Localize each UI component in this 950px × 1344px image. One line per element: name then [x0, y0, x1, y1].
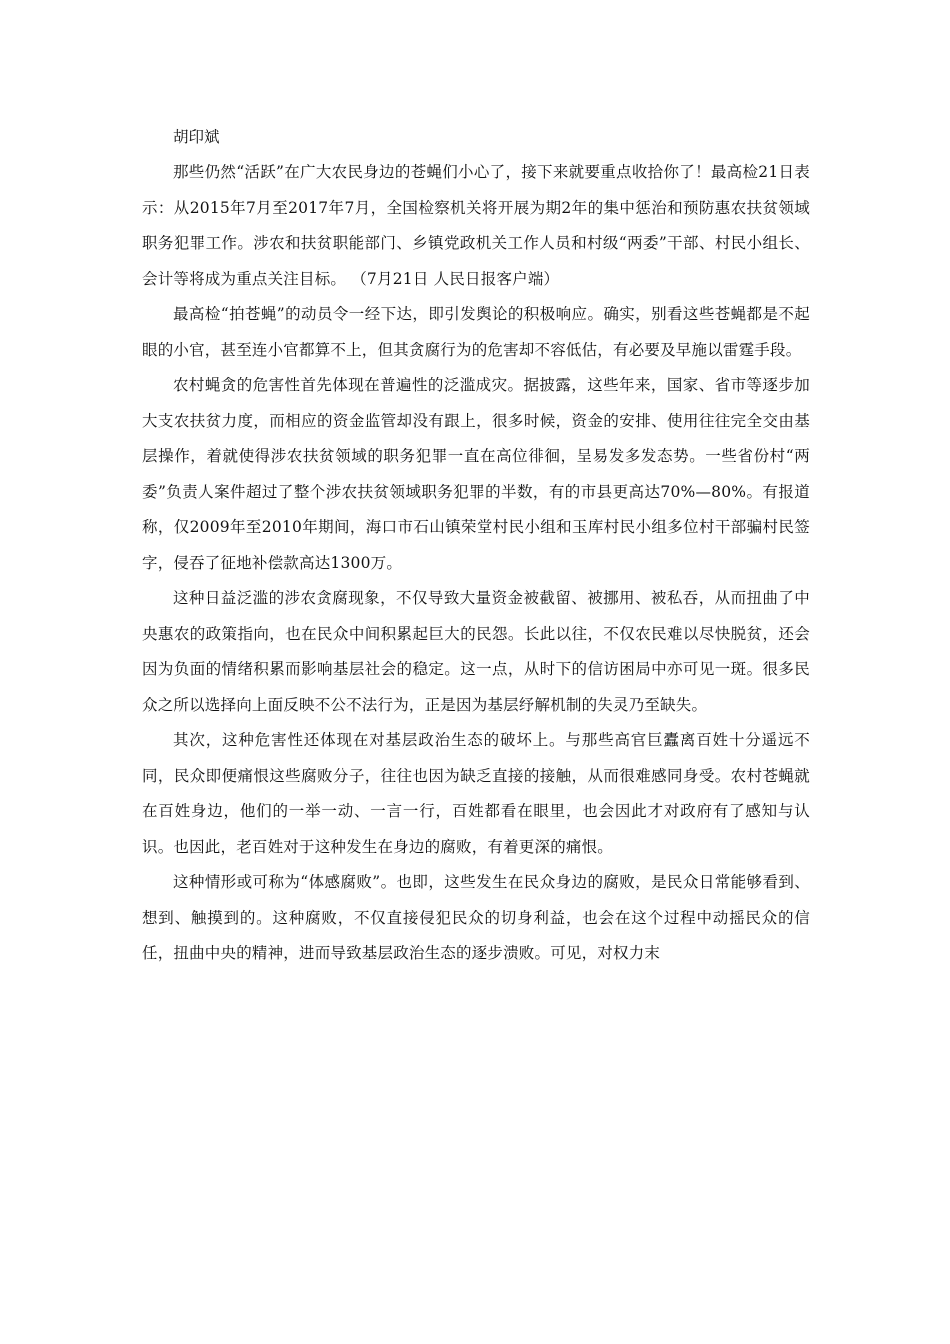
paragraph-5: 其次，这种危害性还体现在对基层政治生态的破坏上。与那些高官巨蠹离百姓十分遥远不同，民众即便痛恨这些腐败分子，往往也因为缺乏直接的接触，从而很难感同身受。农村苍蝇就在百姓身边，他们的一举一动、一言一行，百姓都看在眼里，也会因此才对政府有了感知与认识。也因此，老百姓对于这种发生在身边的腐败，有着更深的痛恨。 [142, 731, 810, 856]
paragraph-2: 最高检“拍苍蝇”的动员令一经下达，即引发舆论的积极响应。确实，别看这些苍蝇都是不起眼的小官，甚至连小官都算不上，但其贪腐行为的危害却不容低估，有必要及早施以雷霆手段。 [142, 305, 810, 359]
document-page [142, 120, 810, 972]
paragraph-3: 农村蝇贪的危害性首先体现在普遍性的泛滥成灾。据披露，这些年来，国家、省市等逐步加大支农扶贫力度，而相应的资金监管却没有跟上，很多时候，资金的安排、使用往往完全交由基层操作，着就使得涉农扶贫领域的职务犯罪一直在高位徘徊，呈易发多发态势。一些省份村“两委”负责人案件超过了整个涉农扶贫领域职务犯罪的半数，有的市县更高达70%—80%。有报道称，仅2009年至2010年期间，海口市石山镇荣堂村民小组和玉库村民小组多位村干部骗村民签字，侵吞了征地补偿款高达1300万。 [142, 376, 810, 572]
paragraph-1: 那些仍然“活跃”在广大农民身边的苍蝇们小心了，接下来就要重点收拾你了！最高检21日表示：从2015年7月至2017年7月，全国检察机关将开展为期2年的集中惩治和预防惠农扶贫领域职务犯罪工作。涉农和扶贫职能部门、乡镇党政机关工作人员和村级“两委”干部、村民小组长、会计等将成为重点关注目标。 （7月21日 人民日报客户端） [142, 163, 810, 288]
paragraph-4: 这种日益泛滥的涉农贪腐现象，不仅导致大量资金被截留、被挪用、被私吞，从而扭曲了中央惠农的政策指向，也在民众中间积累起巨大的民怨。长此以往，不仅农民难以尽快脱贫，还会因为负面的情绪积累而影响基层社会的稳定。这一点，从时下的信访困局中亦可见一斑。很多民众之所以选择向上面反映不公不法行为，正是因为基层纾解机制的失灵乃至缺失。 [142, 589, 810, 714]
author-byline: 胡印斌 [173, 128, 220, 146]
paragraph-6: 这种情形或可称为“体感腐败”。也即，这些发生在民众身边的腐败，是民众日常能够看到、想到、触摸到的。这种腐败，不仅直接侵犯民众的切身利益，也会在这个过程中动摇民众的信任，扭曲中央的精神，进而导致基层政治生态的逐步溃败。可见，对权力末 [142, 873, 810, 962]
